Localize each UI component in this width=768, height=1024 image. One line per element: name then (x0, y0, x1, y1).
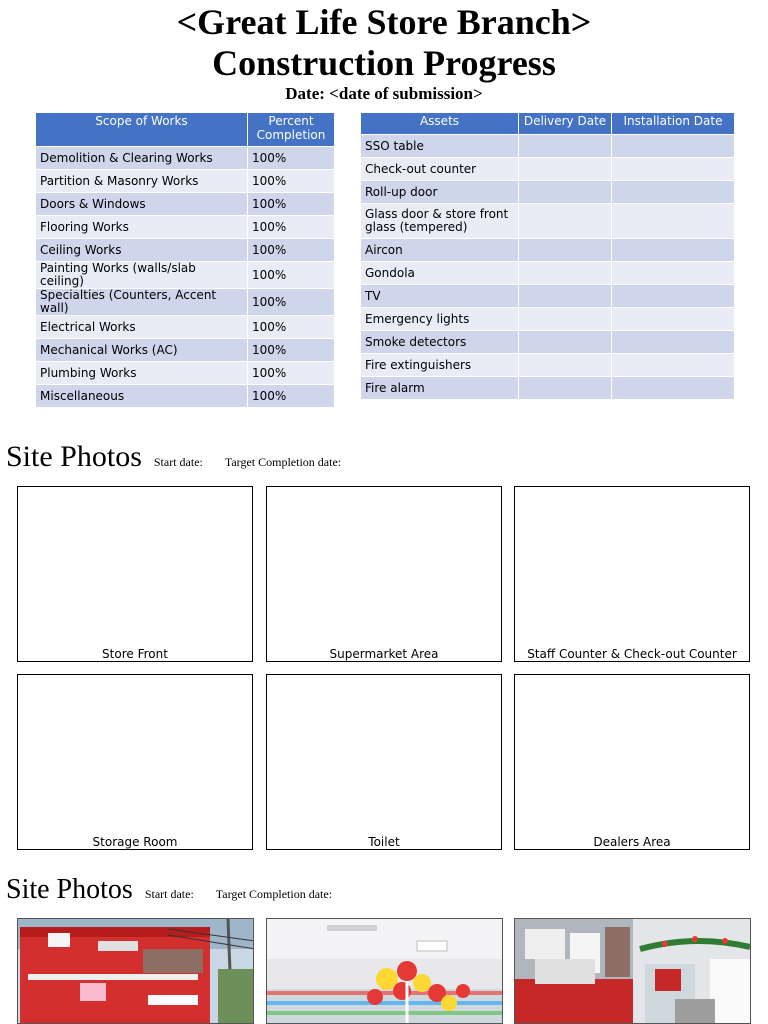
asset-name-cell: Glass door & store front glass (tempered) (361, 204, 519, 239)
installation-date-cell (612, 377, 735, 400)
asset-row (361, 239, 735, 262)
document-title: <Great Life Store Branch> (176, 2, 592, 42)
asset-name-cell: Check-out counter (361, 158, 519, 181)
asset-row (361, 158, 735, 181)
installation-date-cell (612, 204, 735, 239)
site-photos-heading (6, 440, 341, 474)
asset-row (361, 377, 735, 400)
installation-date-cell (612, 331, 735, 354)
installation-date-cell (612, 181, 735, 204)
scope-name-cell: Demolition & Clearing Works (36, 147, 248, 170)
asset-name-cell: Fire extinguishers (361, 354, 519, 377)
photo-caption: Toilet (368, 835, 400, 849)
percent-cell: 100% (248, 339, 335, 362)
delivery-date-header: Delivery Date (519, 113, 612, 135)
delivery-date-cell (519, 331, 612, 354)
installation-date-cell (612, 239, 735, 262)
delivery-date-cell (519, 204, 612, 239)
photo-caption: Store Front (102, 647, 168, 661)
asset-name-cell: SSO table (361, 135, 519, 158)
asset-row (361, 135, 735, 158)
photo-caption: Dealers Area (593, 835, 671, 849)
delivery-date-cell (519, 285, 612, 308)
target-completion-label: Target Completion date: (224, 455, 342, 469)
assets-table (360, 112, 735, 400)
storefront-photo (17, 918, 254, 1024)
asset-row (361, 331, 735, 354)
scope-name-cell: Specialties (Counters, Accent wall) (36, 289, 248, 316)
asset-row (361, 204, 735, 239)
photo-caption: Supermarket Area (329, 647, 439, 661)
supermarket-photo (266, 918, 503, 1024)
scope-name-cell: Doors & Windows (36, 193, 248, 216)
start-date-label: Start date: (153, 455, 203, 469)
target-completion-label-2: Target Completion date: (215, 887, 333, 901)
site-photos-heading-2 (6, 874, 332, 906)
photo-placeholder (266, 486, 502, 662)
scope-name-cell: Mechanical Works (AC) (36, 339, 248, 362)
scope-row (36, 339, 335, 362)
delivery-date-cell (519, 377, 612, 400)
scope-row (36, 147, 335, 170)
delivery-date-cell (519, 158, 612, 181)
asset-name-cell: TV (361, 285, 519, 308)
scope-name-cell: Electrical Works (36, 316, 248, 339)
scope-name-cell: Partition & Masonry Works (36, 170, 248, 193)
scope-row (36, 170, 335, 193)
supermarket-image (267, 919, 503, 1024)
scope-row (36, 316, 335, 339)
photo-placeholder (17, 674, 253, 850)
installation-date-cell (612, 354, 735, 377)
delivery-date-cell (519, 354, 612, 377)
asset-row (361, 308, 735, 331)
delivery-date-cell (519, 262, 612, 285)
installation-date-cell (612, 308, 735, 331)
photo-caption: Staff Counter & Check-out Counter (527, 647, 737, 661)
checkout-counter-image (515, 919, 751, 1024)
installation-date-cell (612, 158, 735, 181)
photo-caption: Storage Room (92, 835, 178, 849)
percent-cell: 100% (248, 239, 335, 262)
asset-name-cell: Fire alarm (361, 377, 519, 400)
asset-row (361, 354, 735, 377)
scope-name-cell: Plumbing Works (36, 362, 248, 385)
site-photos-title: Site Photos (6, 440, 142, 473)
percent-header: Percent Completion (248, 113, 335, 147)
scope-row (36, 193, 335, 216)
scope-row (36, 289, 335, 316)
photo-placeholder (514, 486, 750, 662)
scope-name-cell: Ceiling Works (36, 239, 248, 262)
percent-cell: 100% (248, 170, 335, 193)
asset-name-cell: Emergency lights (361, 308, 519, 331)
percent-cell: 100% (248, 362, 335, 385)
storefront-image (18, 919, 254, 1024)
scope-row (36, 216, 335, 239)
percent-cell: 100% (248, 262, 335, 289)
percent-cell: 100% (248, 385, 335, 408)
asset-name-cell: Aircon (361, 239, 519, 262)
installation-date-cell (612, 135, 735, 158)
percent-cell: 100% (248, 289, 335, 316)
installation-date-header: Installation Date (612, 113, 735, 135)
asset-row (361, 285, 735, 308)
percent-cell: 100% (248, 193, 335, 216)
checkout-counter-photo (514, 918, 751, 1024)
scope-name-cell: Miscellaneous (36, 385, 248, 408)
scope-row (36, 262, 335, 289)
asset-row (361, 181, 735, 204)
photo-placeholder (266, 674, 502, 850)
percent-cell: 100% (248, 216, 335, 239)
installation-date-cell (612, 285, 735, 308)
submission-date: Date: <date of submission> (285, 84, 483, 103)
site-photos-title-2: Site Photos (6, 874, 133, 905)
scope-row (36, 362, 335, 385)
asset-name-cell: Gondola (361, 262, 519, 285)
photo-placeholder (514, 674, 750, 850)
scope-header: Scope of Works (36, 113, 248, 147)
photo-placeholder (17, 486, 253, 662)
scope-of-works-table (35, 112, 335, 408)
delivery-date-cell (519, 239, 612, 262)
assets-header: Assets (361, 113, 519, 135)
asset-name-cell: Roll-up door (361, 181, 519, 204)
percent-cell: 100% (248, 147, 335, 170)
asset-name-cell: Smoke detectors (361, 331, 519, 354)
asset-row (361, 262, 735, 285)
start-date-label-2: Start date: (144, 887, 194, 901)
scope-name-cell: Flooring Works (36, 216, 248, 239)
percent-cell: 100% (248, 316, 335, 339)
installation-date-cell (612, 262, 735, 285)
scope-row (36, 239, 335, 262)
delivery-date-cell (519, 135, 612, 158)
scope-name-cell: Painting Works (walls/slab ceiling) (36, 262, 248, 289)
document-subtitle: Construction Progress (212, 43, 556, 83)
delivery-date-cell (519, 308, 612, 331)
scope-row (36, 385, 335, 408)
delivery-date-cell (519, 181, 612, 204)
